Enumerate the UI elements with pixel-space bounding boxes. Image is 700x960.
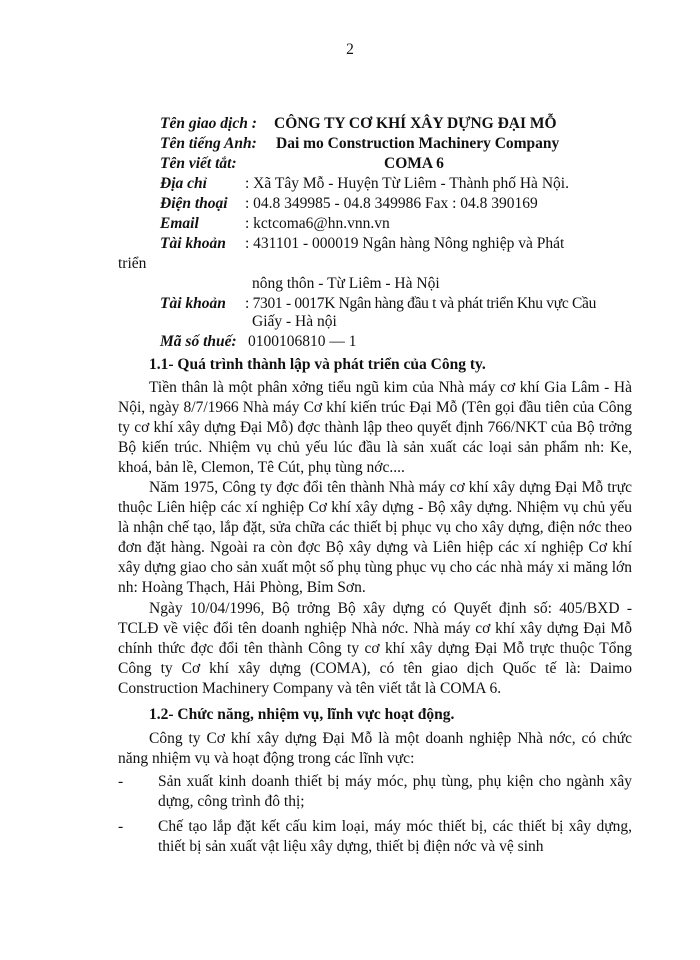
english-name-label: Tên tiếng Anh: <box>160 135 257 152</box>
section1-paragraph-2: Năm 1975, Công ty đợc đổi tên thành Nhà máy cơ khí xây dựng Đại Mỗ trực thuộc Liên hiệp các xí nghiệp Cơ khí xây dựng - Bộ xây dựng. Nhiệm vụ chủ yếu là nhận chế tạo, lắp đặt, sửa chữa các thiết bị phục vụ cho xây dựng, điện nớc theo đơn đặt hàng. Ngoài ra còn đợc Bộ xây dựng và Liên hiệp các xí nghiệp Cơ khí xây dựng giao cho sản xuất một số phụ tùng phục vụ cho các nhà máy xi măng lớn nh: Hoàng Thạch, Hải Phòng, Bỉm Sơn. <box>118 479 632 596</box>
list-item: Sản xuất kinh doanh thiết bị máy móc, phụ tùng, phụ kiện cho ngành xây dựng, công trình đô thị; <box>158 773 632 810</box>
address-label: Địa chỉ <box>160 175 207 192</box>
address-value: : Xã Tây Mỗ - Huyện Từ Liêm - Thành phố Hà Nội. <box>245 175 569 192</box>
english-name-value: Dai mo Construction Machinery Company <box>276 135 560 152</box>
page-number: 2 <box>346 41 354 58</box>
email-label: Email <box>160 215 199 232</box>
account1-value-line1: : 431101 - 000019 Ngân hàng Nông nghiệp và Phát <box>245 235 565 252</box>
tax-label: Mã số thuế: <box>160 333 237 350</box>
list-item-dash: - <box>118 818 124 835</box>
account2-value-line2: Giấy - Hà nội <box>252 313 337 330</box>
phone-label: Điện thoại <box>160 195 228 212</box>
account1-value-line2: triển <box>118 255 147 272</box>
trade-name-label: Tên giao dịch : <box>160 115 257 132</box>
account1-value-line3: nông thôn - Từ Liêm - Hà Nội <box>252 275 440 292</box>
section1-paragraph-3: Ngày 10/04/1996, Bộ trởng Bộ xây dựng có Quyết định số: 405/BXD - TCLĐ về việc đổi tên doanh nghiệp Nhà nớc. Nhà máy cơ khí xây dựng Đại Mỗ chính thức đợc đổi tên thành Công ty cơ khí xây dựng Đại Mỗ trực thuộc Tổng Công ty Cơ khí xây dựng (COMA), có tên giao dịch Quốc tế là: Daimo Construction Machinery Company và tên viết tắt là COMA 6. <box>118 600 632 697</box>
section1-paragraph-1: Tiền thân là một phân xởng tiểu ngũ kim của Nhà máy cơ khí Gia Lâm - Hà Nội, ngày 8/7/1966 Nhà máy Cơ khí kiến trúc Đại Mỗ (Tên gọi đầu tiên của Công ty cơ khí xây dựng Đại Mỗ) đợc thành lập theo quyết định 766/NKT của Bộ trởng Bộ kiến trúc. Nhiệm vụ chủ yếu lúc đầu là sản xuất các loại sản phẩm nh: Ke, khoá, bản lề, Clemon, Tê Cút, phụ tùng nớc.... <box>118 379 632 476</box>
section2-heading: 1.2- Chức năng, nhiệm vụ, lĩnh vực hoạt động. <box>149 706 455 723</box>
section1-heading: 1.1- Quá trình thành lập và phát triển của Công ty. <box>149 356 486 373</box>
short-name-value: COMA 6 <box>384 155 444 172</box>
list-item-dash: - <box>118 773 124 790</box>
tax-value: 0100106810 — 1 <box>248 333 357 350</box>
account1-label: Tài khoản <box>160 235 226 252</box>
email-value: : kctcoma6@hn.vnn.vn <box>245 215 390 232</box>
account2-label: Tài khoản <box>160 295 226 312</box>
account2-value-line1: : 7301 - 0017K Ngân hàng đầu t và phát triển Khu vực Cầu <box>245 295 597 312</box>
short-name-label: Tên viết tắt: <box>160 155 237 172</box>
phone-value: : 04.8 349985 - 04.8 349986 Fax : 04.8 390169 <box>245 195 538 212</box>
trade-name-value: CÔNG TY CƠ KHÍ XÂY DỰNG ĐẠI MỖ <box>274 115 557 132</box>
list-item: Chế tạo lắp đặt kết cấu kim loại, máy móc thiết bị, các thiết bị xây dựng, thiết bị sản xuất vật liệu xây dựng, thiết bị điện nớc và vệ sinh <box>158 818 632 855</box>
section2-intro: Công ty Cơ khí xây dựng Đại Mỗ là một doanh nghiệp Nhà nớc, có chức năng nhiệm vụ và hoạt động trong các lĩnh vực: <box>118 730 632 767</box>
